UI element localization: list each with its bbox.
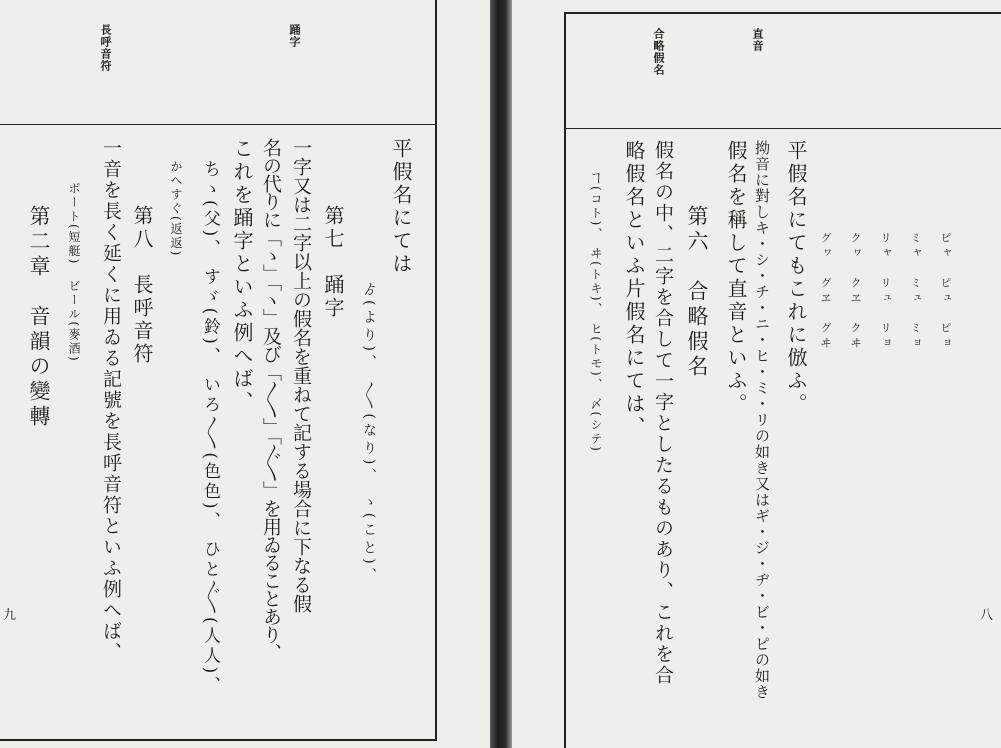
text-line: 平假名にては xyxy=(389,138,413,276)
page-number: 九 xyxy=(3,608,17,623)
text-line: ヿ(コト)、 ヰ(トキ)、 ヒ(トモ)、 〆(シテ) xyxy=(589,172,603,453)
kana-row: リャ リュ リョ xyxy=(879,232,892,352)
text-line: 一字又は二字以上の假名を重ねて記する場合に下なる假 xyxy=(290,138,312,613)
text-line: ゟ(より)、 〱(なり)、 ゝ(こと)、 xyxy=(361,282,377,586)
book-gutter xyxy=(490,0,512,748)
kana-row: クヮ クヱ クヰ xyxy=(849,232,862,352)
text-line: 假名を稱して直音といふ。 xyxy=(724,140,748,416)
kana-row: ピャ ピュ ピョ xyxy=(939,232,952,352)
header-goryaku-kana: 合略假名 xyxy=(652,28,665,76)
kana-row: ミャ ミュ ミョ xyxy=(909,232,922,352)
text-line: 平假名にてもこれに倣ふ。 xyxy=(784,140,808,416)
text-line: 拗音に對しキ・シ・チ・ニ・ヒ・ミ・リの如き又はギ・ジ・ヂ・ビ・ピの如き xyxy=(753,140,771,700)
text-line: 一音を長く延くに用ゐる記號を長呼音符といふ例へば、 xyxy=(100,138,122,663)
section-heading: 第六 合略假名 xyxy=(685,205,709,380)
section-heading: 第八 長呼音符 xyxy=(130,205,154,366)
text-line: 假名の中、二字を合して一字としたるものあり、これを合 xyxy=(652,140,674,686)
text-line: かへすぐ(返返) xyxy=(169,160,183,258)
header-chouon-fu: 長呼音符 xyxy=(99,24,112,72)
header-odoriji: 踊字 xyxy=(288,24,301,48)
page-number: 八 xyxy=(980,608,994,623)
header-rule xyxy=(566,128,1001,129)
header-chokuon: 直音 xyxy=(751,28,764,52)
right-page xyxy=(512,0,1001,748)
text-line: ちゝ(父)、 すゞ(鈴)、 いろ〱(色色)、 ひと〲(人人)、 xyxy=(200,160,220,697)
text-line: ボート(短艇) ビール(麥酒) xyxy=(67,182,81,363)
text-line: 名の代りに「ゝ」「ヽ」及び「〱」「〲」を用ゐることあり、 xyxy=(260,138,282,661)
header-rule xyxy=(0,124,437,125)
kana-row: グヮ グヱ グヰ xyxy=(819,232,832,352)
chapter-heading: 第二章 音韻の變轉 xyxy=(27,205,51,430)
section-heading: 第七 踊字 xyxy=(321,205,345,320)
text-line: 略假名といふ片假名にては、 xyxy=(622,140,646,439)
text-line: これを踊字といふ例へば、 xyxy=(230,138,254,414)
left-page xyxy=(0,0,490,748)
